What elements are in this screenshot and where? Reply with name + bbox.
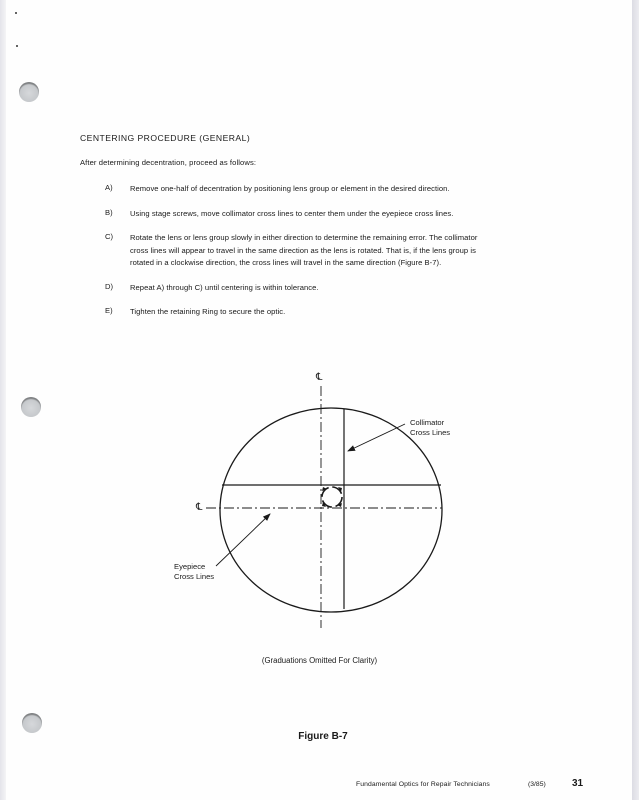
- step-letter: B): [105, 208, 113, 217]
- eyepiece-label-line: Cross Lines: [174, 572, 215, 581]
- section-heading: CENTERING PROCEDURE (GENERAL): [80, 133, 251, 143]
- step-text-line: cross lines will appear to travel in the same direction as the lens is rotated. That is, if the lens group is: [130, 245, 476, 255]
- step-text-line: Repeat A) through C) until centering is within tolerance.: [130, 283, 319, 292]
- step-text-line: Using stage screws, move collimator cross lines to center them under the eyepiece cross lines.: [130, 209, 454, 218]
- intro-text: After determining decentration, proceed as follows:: [80, 158, 257, 167]
- step-text-line: rotated in a clockwise direction, the cross lines will travel in the same direction (Figure B-7).: [130, 258, 442, 267]
- centerline-symbol-top: ℄: [316, 372, 323, 383]
- collimator-leader-arrow: [348, 424, 405, 451]
- step-letter: C): [105, 232, 114, 241]
- collimator-label: [410, 418, 450, 438]
- centerline-symbol-left: ℄: [196, 502, 203, 513]
- footer-date: (3/85): [528, 781, 546, 788]
- step-letter: A): [105, 183, 113, 192]
- field-of-view-circle: [220, 408, 442, 612]
- figure-caption: (Graduations Omitted For Clarity): [261, 656, 378, 665]
- footer-book-title: Fundamental Optics for Repair Technicians: [356, 781, 490, 788]
- eyepiece-leader-arrow: [216, 514, 270, 566]
- eyepiece-label: [174, 562, 214, 582]
- collimator-label-line: Cross Lines: [410, 428, 451, 437]
- eyepiece-label-line: Eyepiece: [174, 562, 206, 571]
- step-text-line: Tighten the retaining Ring to secure the optic.: [130, 307, 286, 316]
- step-letter: E): [105, 306, 113, 315]
- rotation-arrows-icon: [322, 487, 342, 507]
- figure-title: Figure B-7: [298, 731, 348, 742]
- page-number: 31: [572, 778, 584, 789]
- step-text-line: Rotate the lens or lens group slowly in either direction to determine the remaining error. The collimator: [130, 233, 478, 242]
- step-letter: D): [105, 282, 114, 291]
- collimator-label-line: Collimator: [410, 418, 445, 427]
- step-text-line: Remove one-half of decentration by positioning lens group or element in the desired direction.: [130, 184, 450, 193]
